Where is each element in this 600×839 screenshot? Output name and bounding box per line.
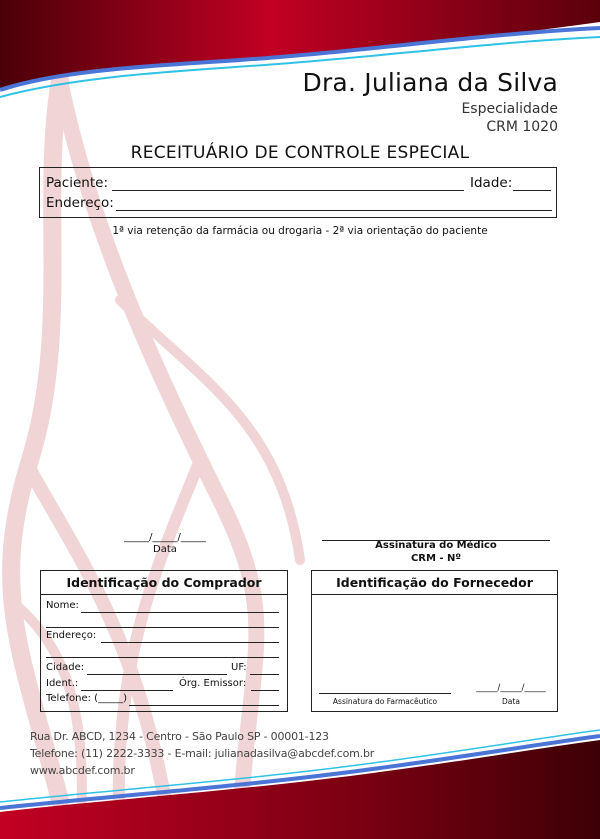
age-label: Idade: [470,175,513,191]
buyer-uf-label: UF: [231,662,247,673]
doctor-name: Dra. Juliana da Silva [302,68,558,97]
supplier-date-blank[interactable]: _____/_____/_____ [476,683,546,693]
pharmacist-signature-line[interactable] [319,693,451,694]
buyer-issuer-label: Órg. Emissor: [179,678,247,689]
buyer-phone-line[interactable] [129,705,279,706]
doctor-signature-label: Assinatura do Médico [375,540,497,551]
address-input-line[interactable] [116,210,552,211]
buyer-uf-line[interactable] [250,674,279,675]
footer-address: Rua Dr. ABCD, 1234 - Centro - São Paulo SP - 00001-123 [30,730,329,743]
page-title: RECEITUÁRIO DE CONTROLE ESPECIAL [130,143,470,163]
patient-box [39,167,557,218]
buyer-address-line-2[interactable] [46,657,279,658]
supplier-box-title: Identificação do Fornecedor [312,571,557,595]
footer-contact: Telefone: (11) 2222-3333 - E-mail: julianadasilva@abcdef.com.br [30,747,375,760]
buyer-phone-label: Telefone: (_____) [46,693,127,704]
patient-label: Paciente: [46,175,108,191]
supplier-box [311,570,558,712]
buyer-box-title: Identificação do Comprador [41,571,287,595]
patient-input-line[interactable] [112,190,464,191]
buyer-box [40,570,288,712]
doctor-crm: CRM 1020 [486,119,558,135]
buyer-city-label: Cidade: [46,662,85,673]
supplier-date-label: Data [502,697,520,706]
buyer-address-line[interactable] [101,642,279,643]
date-blank[interactable]: _____/_____/_____ [124,532,206,543]
buyer-ident-label: Ident.: [46,678,79,689]
doctor-crm-label: CRM - Nº [410,553,462,564]
doctor-specialty: Especialidade [461,101,558,117]
footer-website[interactable]: www.abcdef.com.br [30,764,135,777]
buyer-ident-line[interactable] [81,690,173,691]
buyer-name-line-2[interactable] [46,627,279,628]
date-label: Data [153,544,177,555]
buyer-address-label: Endereço: [46,630,97,641]
vias-note: 1ª via retenção da farmácia ou drogaria - 2ª via orientação do paciente [112,225,488,237]
buyer-city-line[interactable] [87,674,227,675]
age-input-line[interactable] [513,190,551,191]
address-label: Endereço: [46,195,114,211]
buyer-name-label: Nome: [46,600,79,611]
buyer-name-line[interactable] [81,612,279,613]
buyer-issuer-line[interactable] [251,690,279,691]
pharmacist-signature-label: Assinatura do Farmacêutico [332,697,438,706]
